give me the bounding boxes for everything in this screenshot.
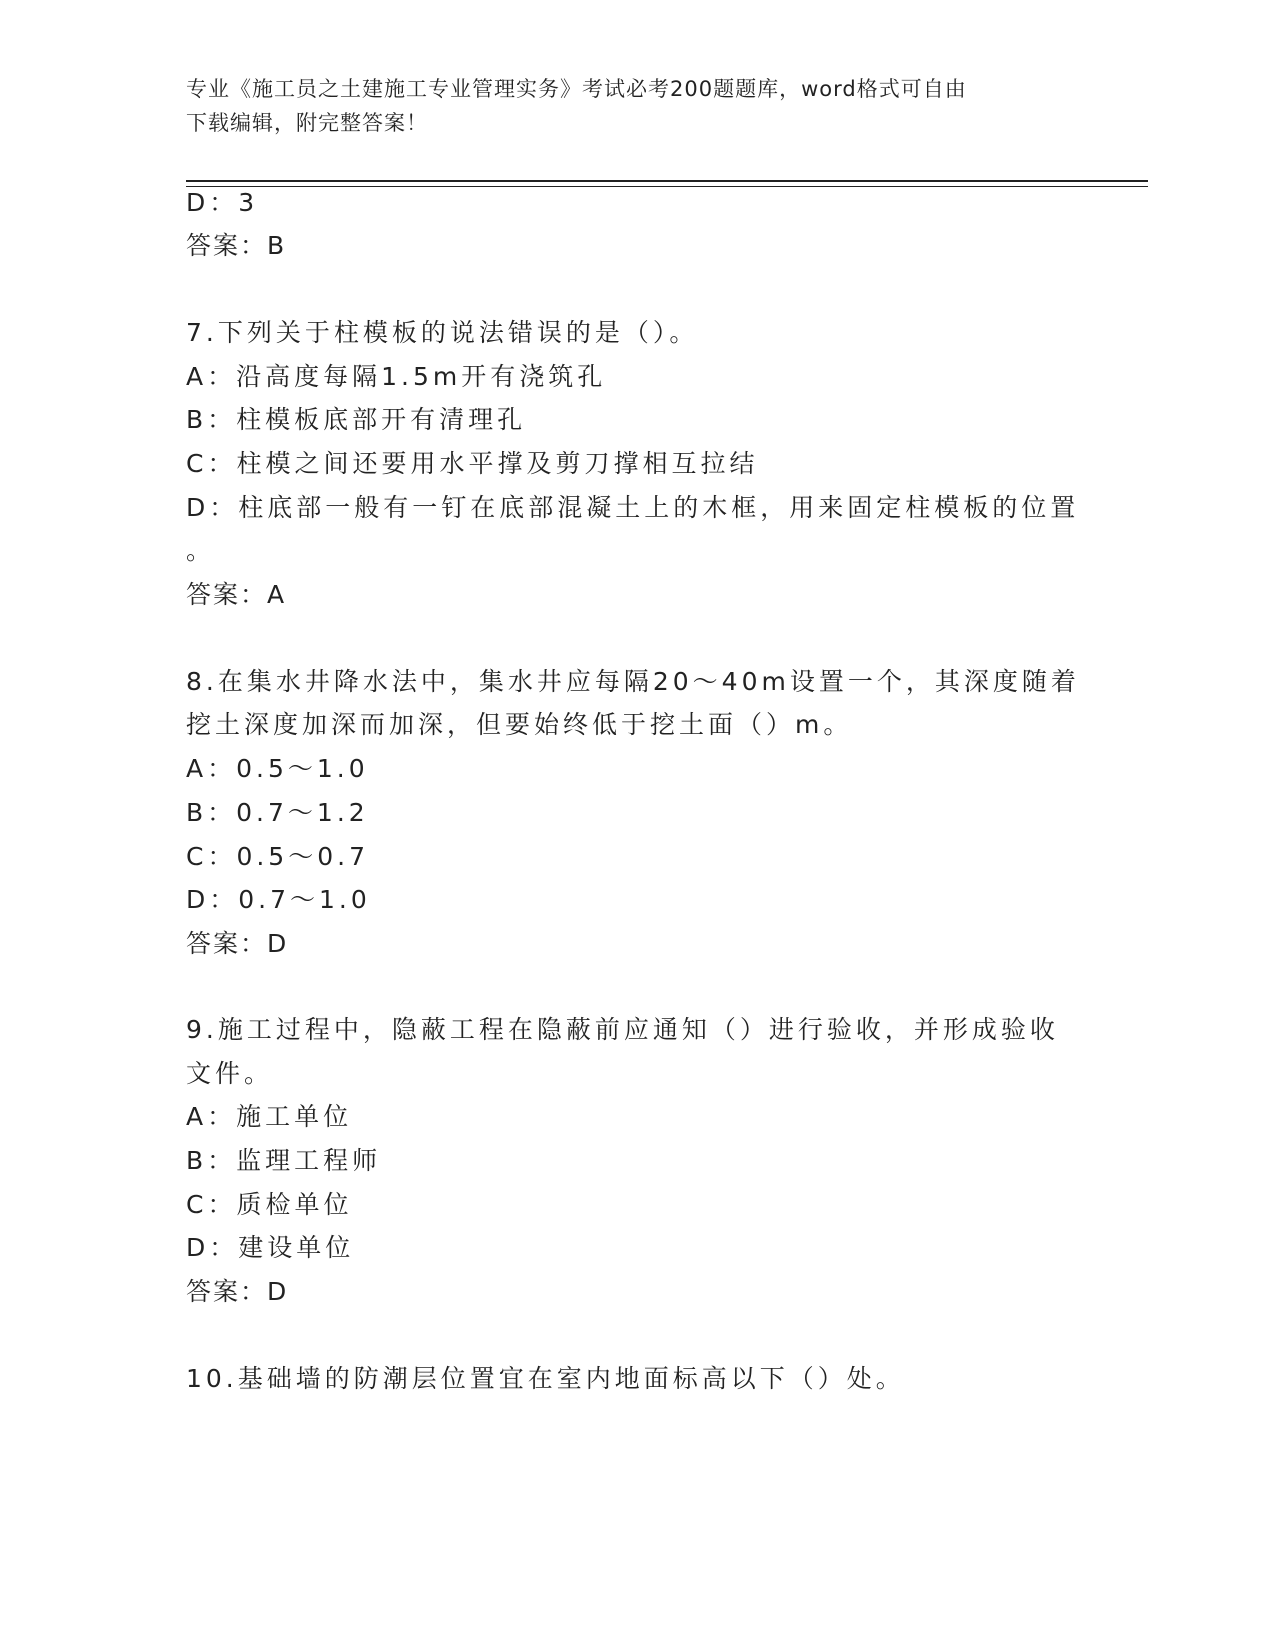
q7-option-a: A：沿高度每隔1.5m开有浇筑孔 — [186, 362, 607, 391]
q9-option-c: C：质检单位 — [186, 1190, 353, 1219]
q7-option-d-line-2: 。 — [186, 536, 216, 565]
q7-option-b: B：柱模板底部开有清理孔 — [186, 405, 527, 434]
header-rule-thin — [186, 186, 1148, 187]
q7-answer: 答案：A — [186, 580, 287, 609]
header-rule-thick — [186, 180, 1148, 182]
q8-answer: 答案：D — [186, 929, 289, 958]
q9-option-a: A：施工单位 — [186, 1102, 353, 1131]
header-line-2: 下载编辑，附完整答案！ — [186, 111, 428, 135]
page-header — [186, 72, 1066, 140]
q8-question-line-1: 8.在集水井降水法中，集水井应每隔20～40m设置一个，其深度随着 — [186, 667, 1080, 696]
q8-option-c: C：0.5～0.7 — [186, 842, 369, 871]
q9-answer: 答案：D — [186, 1277, 289, 1306]
q8-option-b: B：0.7～1.2 — [186, 798, 369, 827]
prev-answer: 答案：B — [186, 231, 287, 260]
q10-question: 10.基础墙的防潮层位置宜在室内地面标高以下（）处。 — [186, 1364, 905, 1393]
q7-question: 7.下列关于柱模板的说法错误的是（）。 — [186, 318, 699, 347]
q7-option-d-line-1: D：柱底部一般有一钉在底部混凝土上的木框，用来固定柱模板的位置 — [186, 493, 1080, 522]
q8-question-line-2: 挖土深度加深而加深，但要始终低于挖土面（）m。 — [186, 710, 853, 739]
prev-option-d: D：3 — [186, 188, 259, 217]
q7-option-c: C：柱模之间还要用水平撑及剪刀撑相互拉结 — [186, 449, 759, 478]
q8-option-a: A：0.5～1.0 — [186, 754, 369, 783]
q9-question-line-2: 文件。 — [186, 1059, 274, 1088]
q9-option-d: D：建设单位 — [186, 1233, 355, 1262]
q8-option-d: D：0.7～1.0 — [186, 885, 371, 914]
header-line-1: 专业《施工员之土建施工专业管理实务》考试必考200题题库，word格式可自由 — [186, 77, 967, 101]
q9-question-line-1: 9.施工过程中，隐蔽工程在隐蔽前应通知（）进行验收，并形成验收 — [186, 1015, 1059, 1044]
q9-option-b: B：监理工程师 — [186, 1146, 382, 1175]
